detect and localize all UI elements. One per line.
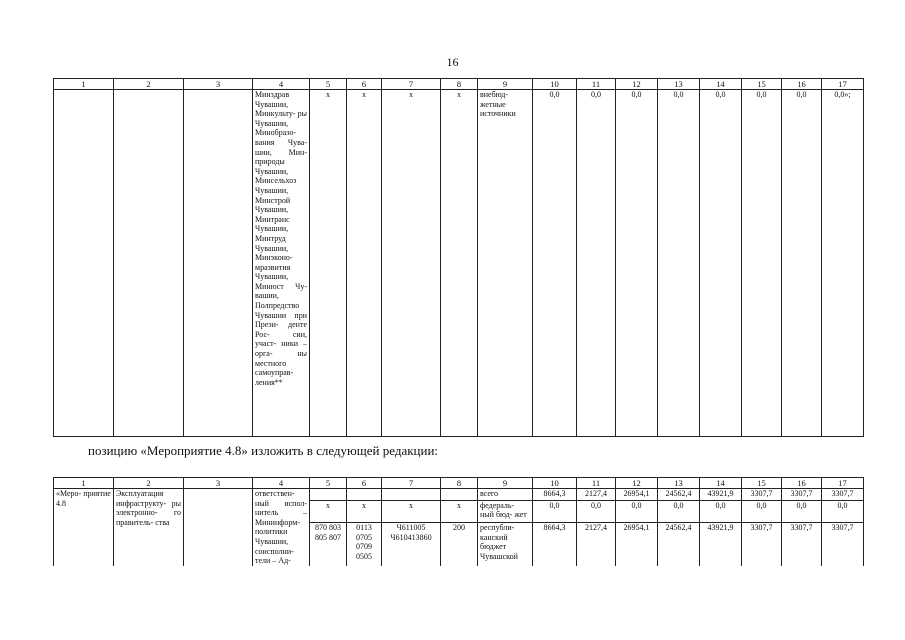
col-header: 6 [347,478,382,489]
table-row [54,90,864,437]
table-cell: x [347,90,382,437]
value-cell: 0,0 [577,500,616,522]
col-header: 16 [782,79,822,90]
col-header: 2 [114,478,184,489]
table-cell [347,489,382,501]
value-cell: 24562,4 [658,489,700,501]
header-row [54,478,864,489]
col-header: 1 [54,79,114,90]
value-cell: 0,0 [742,500,782,522]
table-cell [184,489,253,566]
table-cell [382,489,441,501]
instruction-text: позицию «Мероприятие 4.8» изложить в следующей редакции: [88,443,439,458]
table-cell: x [441,500,478,522]
program-table-top [53,78,864,437]
table-cell: Ч611005 Ч610413860 [382,523,441,566]
table-cell: 0113 0705 0709 0505 [347,523,382,566]
value-cell: 8664,3 [533,489,577,501]
col-header: 3 [184,478,253,489]
col-header: 17 [822,79,864,90]
table-cell [114,90,184,437]
col-header: 4 [253,478,310,489]
col-header: 6 [347,79,382,90]
col-header: 12 [616,79,658,90]
table-cell: x [382,90,441,437]
value-cell: 2127,4 [577,489,616,501]
value-cell: 3307,7 [822,523,864,566]
value-cell: 3307,7 [782,489,822,501]
value-cell: 26954,1 [616,489,658,501]
table-cell: x [310,90,347,437]
value-cell: 8664,3 [533,523,577,566]
col-header: 10 [533,478,577,489]
col-header: 14 [700,79,742,90]
col-header: 14 [700,478,742,489]
col-header: 8 [441,478,478,489]
event-description-cell: Эксплуатация инфраструкту- ры электронно- го правитель- ства [114,489,184,566]
table-cell [310,489,347,501]
col-header: 12 [616,478,658,489]
funding-source-cell: республи- канский бюджет Чувашской [478,523,533,566]
col-header: 13 [658,478,700,489]
col-header: 9 [478,79,533,90]
value-cell: 2127,4 [577,523,616,566]
value-cell: 43921,9 [700,523,742,566]
value-cell: 3307,7 [742,489,782,501]
table-cell: x [347,500,382,522]
col-header: 5 [310,478,347,489]
col-header: 3 [184,79,253,90]
table-cell: 200 [441,523,478,566]
value-cell: 3307,7 [742,523,782,566]
value-cell: 26954,1 [616,523,658,566]
value-cell: 0,0 [616,90,658,437]
funding-source-cell: всего [478,489,533,501]
funding-source-cell: внебюд- жетные источники [478,90,533,437]
col-header: 15 [742,478,782,489]
col-header: 1 [54,478,114,489]
value-cell: 0,0 [533,90,577,437]
col-header: 2 [114,79,184,90]
executor-cell: ответствен- ный испол- нитель – Мининформ- политики Чувашии, соисполни- тели – Ад- [253,489,310,566]
table-cell [184,90,253,437]
value-cell: 0,0 [700,90,742,437]
col-header: 11 [577,79,616,90]
col-header: 17 [822,478,864,489]
value-cell: 43921,9 [700,489,742,501]
col-header: 13 [658,79,700,90]
table-cell: x [310,500,347,522]
value-cell: 0,0»; [822,90,864,437]
col-header: 15 [742,79,782,90]
value-cell: 0,0 [658,500,700,522]
table-row [54,489,864,501]
col-header: 10 [533,79,577,90]
program-table-bottom [53,477,864,566]
value-cell: 0,0 [782,90,822,437]
col-header: 7 [382,478,441,489]
value-cell: 0,0 [533,500,577,522]
col-header: 9 [478,478,533,489]
event-name-cell: «Меро- приятие 4.8 [54,489,114,566]
value-cell: 3307,7 [782,523,822,566]
participants-cell: Минздрав Чувашии, Минкульту- ры Чувашии, Минобразо- вания Чува- шии, Мин- природы Чувашии, Минсельхоз Чувашии, Минстрой Чувашии, Минтранс Чувашии, Минтруд Чувашии, Минэконо- мразвития Чувашии, Минюст Чу- вашии, Полпредство Чувашии при Прези- денте Рос- сии, участ- ники – орга- ны местного самоуправ- ления** [253,90,310,437]
value-cell: 0,0 [742,90,782,437]
col-header: 8 [441,79,478,90]
table-cell: x [441,90,478,437]
col-header: 5 [310,79,347,90]
table-cell [54,90,114,437]
col-header: 11 [577,478,616,489]
value-cell: 0,0 [700,500,742,522]
col-header: 7 [382,79,441,90]
value-cell: 0,0 [822,500,864,522]
funding-source-cell: федераль- ный бюд- жет [478,500,533,522]
table-cell: 870 803 805 807 [310,523,347,566]
value-cell: 3307,7 [822,489,864,501]
col-header: 4 [253,79,310,90]
value-cell: 0,0 [658,90,700,437]
table-cell [441,489,478,501]
value-cell: 0,0 [782,500,822,522]
header-row [54,79,864,90]
col-header: 16 [782,478,822,489]
value-cell: 0,0 [616,500,658,522]
value-cell: 24562,4 [658,523,700,566]
page-number: 16 [446,55,459,69]
table-cell: x [382,500,441,522]
value-cell: 0,0 [577,90,616,437]
